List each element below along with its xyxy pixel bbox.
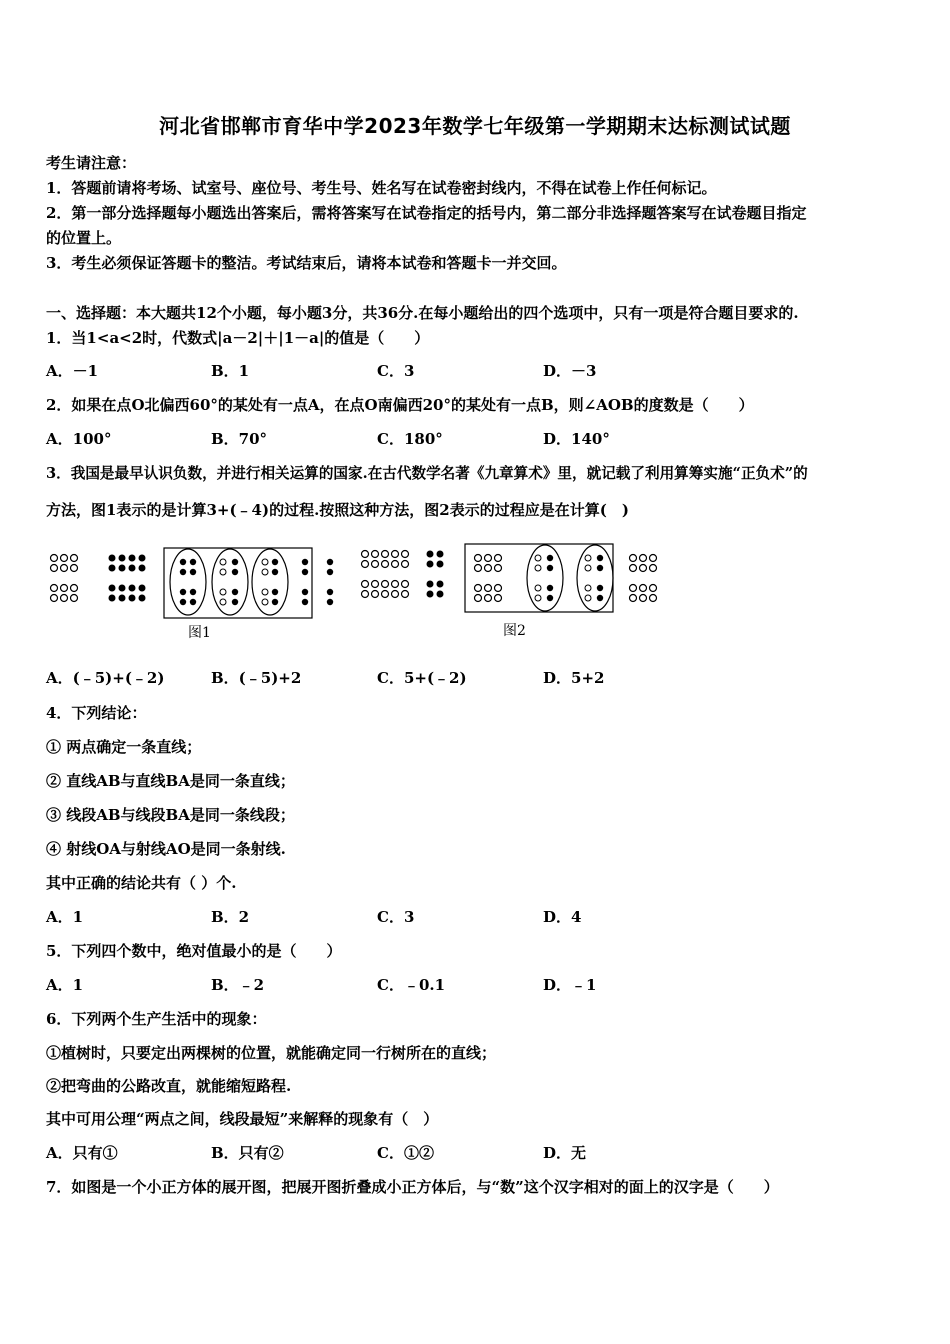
option-c[interactable]: C．5+(﹣2) [377, 669, 467, 687]
question-5-stem: 5．下列四个数中，绝对值最小的是（ ） [46, 942, 342, 960]
rods-group-right-2 [630, 555, 657, 602]
rods-group-left-1 [51, 555, 78, 602]
page-title: 河北省邯郸市育华中学2023年数学七年级第一学期期末达标测试试题 [159, 114, 791, 138]
section-heading: 一、选择题：本大题共12个小题，每小题3分，共36分.在每小题给出的四个选项中，只有一项是符合题目要求的. [46, 304, 799, 322]
option-d[interactable]: D．﹣1 [543, 976, 597, 994]
question-6-item: ②把弯曲的公路改直，就能缩短路程. [46, 1077, 292, 1095]
option-a[interactable]: A．1 [46, 908, 84, 926]
question-3-stem: 3．我国是最早认识负数，并进行相关运算的国家.在古代数学名著《九章算术》里，就记载了利用算筹实施“正负术”的 [46, 465, 808, 482]
figure-1-box [164, 548, 312, 618]
notice-item: 2．第一部分选择题每小题选出答案后，需将答案写在试卷指定的括号内，第二部分非选择题答案写在试卷题目指定 [46, 204, 807, 222]
question-6-ask: 其中可用公理“两点之间，线段最短”来解释的现象有（ ） [46, 1110, 439, 1128]
option-b[interactable]: B．﹣2 [211, 976, 265, 994]
option-a[interactable]: A．只有① [46, 1144, 118, 1162]
option-b[interactable]: B．只有② [211, 1144, 284, 1162]
rods-pairs-fig2 [547, 555, 603, 601]
notice-heading: 考生请注意： [46, 154, 137, 172]
option-d[interactable]: D．5+2 [543, 669, 605, 687]
figure-1-caption: 图1 [188, 625, 211, 641]
option-d[interactable]: D．140° [543, 430, 610, 448]
counting-rods-figure [40, 540, 680, 645]
question-4-stem: 4．下列结论： [46, 704, 147, 722]
option-d[interactable]: D．－3 [543, 362, 597, 380]
rods-pairs-fig1 [180, 559, 333, 605]
figure-2-caption: 图2 [503, 623, 526, 639]
question-3-stem-cont: 方法，图1表示的是计算3+(﹣4)的过程.按照这种方法，图2表示的过程应是在计算( ) [46, 501, 629, 519]
rods-filled-mid-2 [427, 551, 444, 598]
option-c[interactable]: C．3 [377, 908, 415, 926]
question-1-stem: 1．当1<a<2时，代数式|a－2|＋|1－a|的值是（ ） [46, 329, 430, 347]
option-c[interactable]: C．180° [377, 430, 443, 448]
question-6-item: ①植树时，只要定出两棵树的位置，就能确定同一行树所在的直线； [46, 1044, 497, 1062]
option-b[interactable]: B．70° [211, 430, 268, 448]
question-7-stem: 7．如图是一个小正方体的展开图，把展开图折叠成小正方体后，与“数”这个汉字相对的面上的汉字是（ ） [46, 1178, 779, 1196]
option-a[interactable]: A．(﹣5)+(﹣2) [46, 669, 165, 687]
notice-item: 的位置上。 [46, 229, 122, 247]
notice-item: 3．考生必须保证答题卡的整洁。考试结束后，请将本试卷和答题卡一并交回。 [46, 254, 567, 272]
question-4-ask: 其中正确的结论共有（ ）个. [46, 874, 237, 892]
option-a[interactable]: A．100° [46, 430, 112, 448]
question-2-stem: 2．如果在点O北偏西60°的某处有一点A，在点O南偏西20°的某处有一点B，则∠AOB的度数是（ ） [46, 396, 754, 414]
option-a[interactable]: A．1 [46, 976, 84, 994]
question-4-item: ③ 线段AB与线段BA是同一条线段； [46, 806, 295, 824]
option-d[interactable]: D．无 [543, 1144, 587, 1162]
notice-item: 1．答题前请将考场、试室号、座位号、考生号、姓名写在试卷密封线内，不得在试卷上作任何标记。 [46, 179, 717, 197]
question-4-item: ④ 射线OA与射线AO是同一条射线. [46, 840, 286, 858]
option-b[interactable]: B．1 [211, 362, 250, 380]
option-c[interactable]: C．①② [377, 1144, 434, 1162]
option-d[interactable]: D．4 [543, 908, 582, 926]
option-b[interactable]: B．2 [211, 908, 250, 926]
rods-filled-left-1 [109, 555, 146, 602]
question-4-item: ① 两点确定一条直线； [46, 738, 202, 756]
question-6-stem: 6．下列两个生产生活中的现象： [46, 1010, 267, 1028]
option-b[interactable]: B．(﹣5)+2 [211, 669, 302, 687]
option-a[interactable]: A．－1 [46, 362, 99, 380]
question-4-item: ② 直线AB与直线BA是同一条直线； [46, 772, 295, 790]
rods-group-mid-2 [362, 551, 409, 598]
rods-group-in-2 [475, 555, 502, 602]
option-c[interactable]: C．﹣0.1 [377, 976, 446, 994]
option-c[interactable]: C．3 [377, 362, 415, 380]
